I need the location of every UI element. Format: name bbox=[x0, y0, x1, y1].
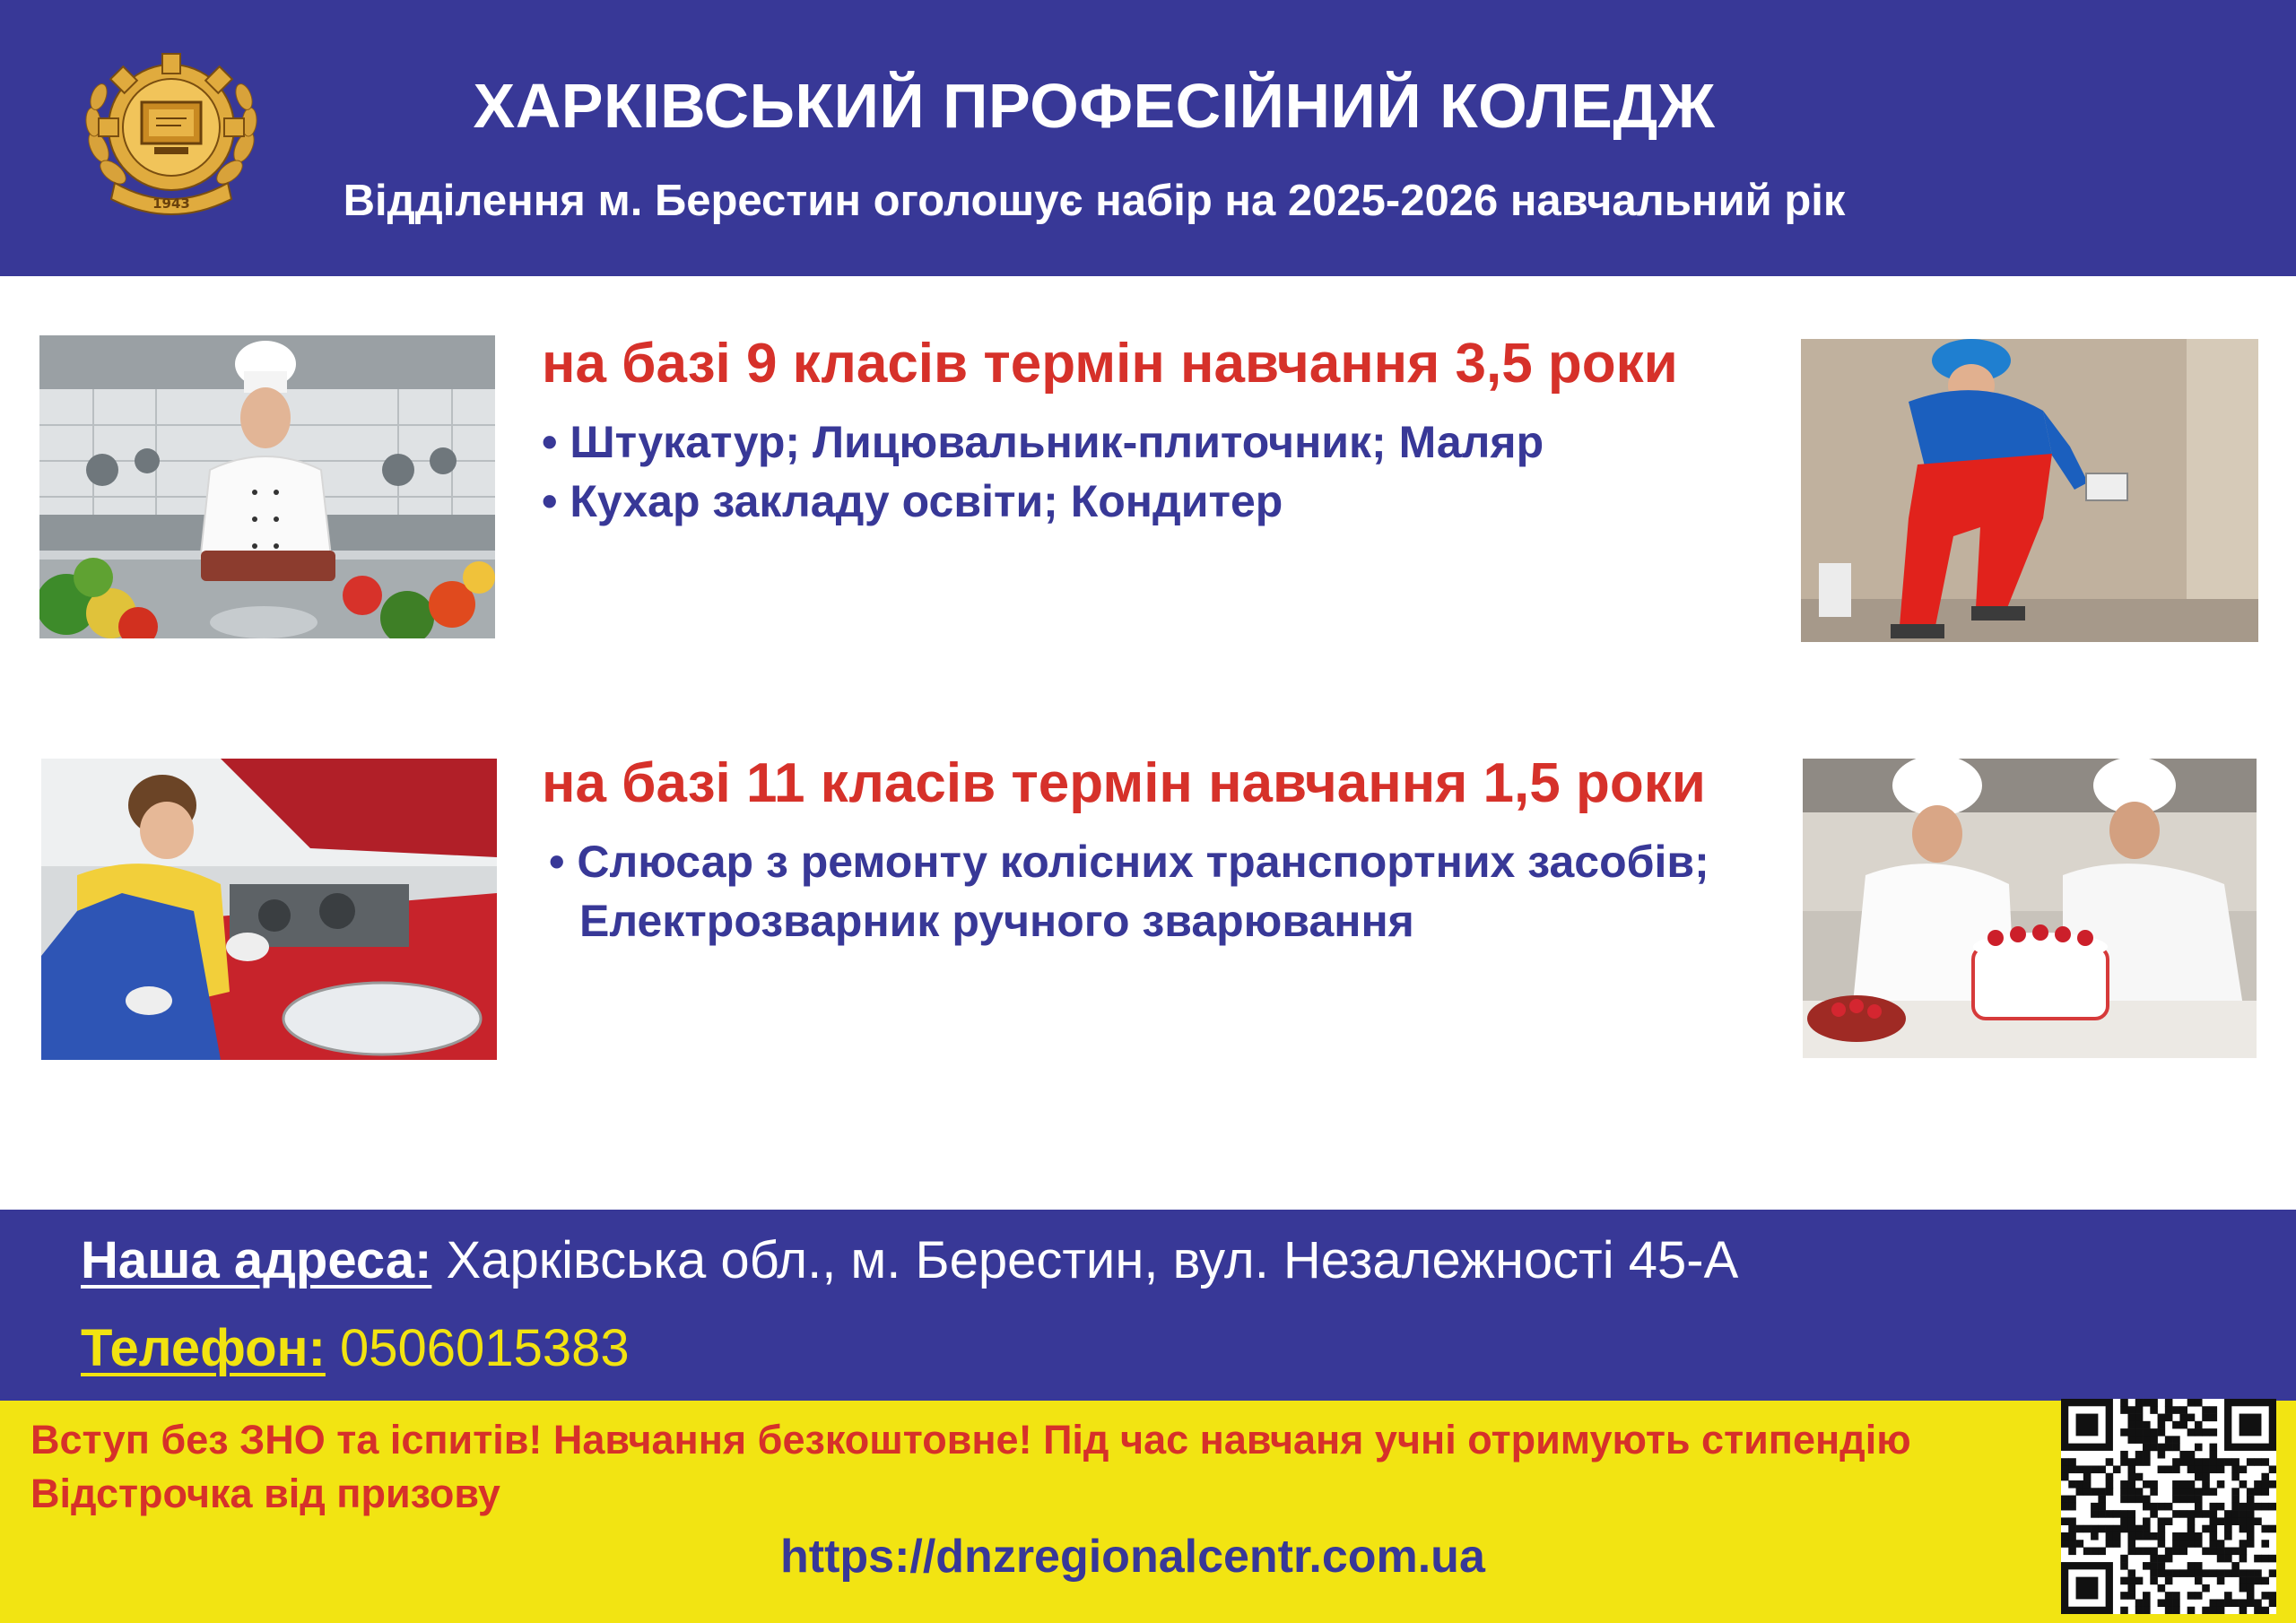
section-11-item: • Слюсар з ремонту колісних транспортних засобів; bbox=[549, 837, 1709, 887]
phone-line bbox=[81, 1318, 630, 1378]
address-label: Наша адреса: bbox=[81, 1231, 432, 1289]
address-value: Харківська обл., м. Берестин, вул. Незалежності 45-А bbox=[446, 1231, 1739, 1289]
page-subtitle: Відділення м. Берестин оголошує набір на 2025-2026 навчальний рік bbox=[343, 177, 1846, 225]
pastry-chefs-photo bbox=[1803, 759, 2257, 1058]
section-11-heading: на базі 11 класів термін навчання 1,5 роки bbox=[542, 752, 1706, 814]
plasterer-photo bbox=[1801, 339, 2258, 642]
logo-year: 1943 bbox=[152, 195, 190, 212]
section-9-item: • Штукатур; Лицювальник-плиточник; Маляр bbox=[542, 417, 1544, 467]
section-11-item: Електрозварник ручного зварювання bbox=[579, 896, 1414, 946]
page-title: ХАРКІВСЬКИЙ ПРОФЕСІЙНИЙ КОЛЕДЖ bbox=[473, 71, 1716, 141]
admission-note: Вступ без ЗНО та іспитів! Навчання безкоштовне! Під час навчаня учні отримують стипендію bbox=[30, 1417, 1911, 1462]
section-9-item: • Кухар закладу освіти; Кондитер bbox=[542, 476, 1283, 526]
deferment-note: Відстрочка від призову bbox=[30, 1471, 500, 1516]
section-9-heading: на базі 9 класів термін навчання 3,5 роки bbox=[542, 333, 1678, 395]
website-link[interactable]: https://dnzregionalcentr.com.ua bbox=[780, 1531, 1485, 1583]
mechanic-photo bbox=[41, 759, 497, 1060]
qr-code-icon[interactable] bbox=[2061, 1399, 2276, 1614]
phone-value[interactable]: 0506015383 bbox=[340, 1319, 630, 1377]
college-logo bbox=[79, 39, 264, 224]
phone-label: Телефон: bbox=[81, 1319, 326, 1377]
chef-photo bbox=[39, 335, 495, 638]
address-line bbox=[81, 1230, 1738, 1290]
